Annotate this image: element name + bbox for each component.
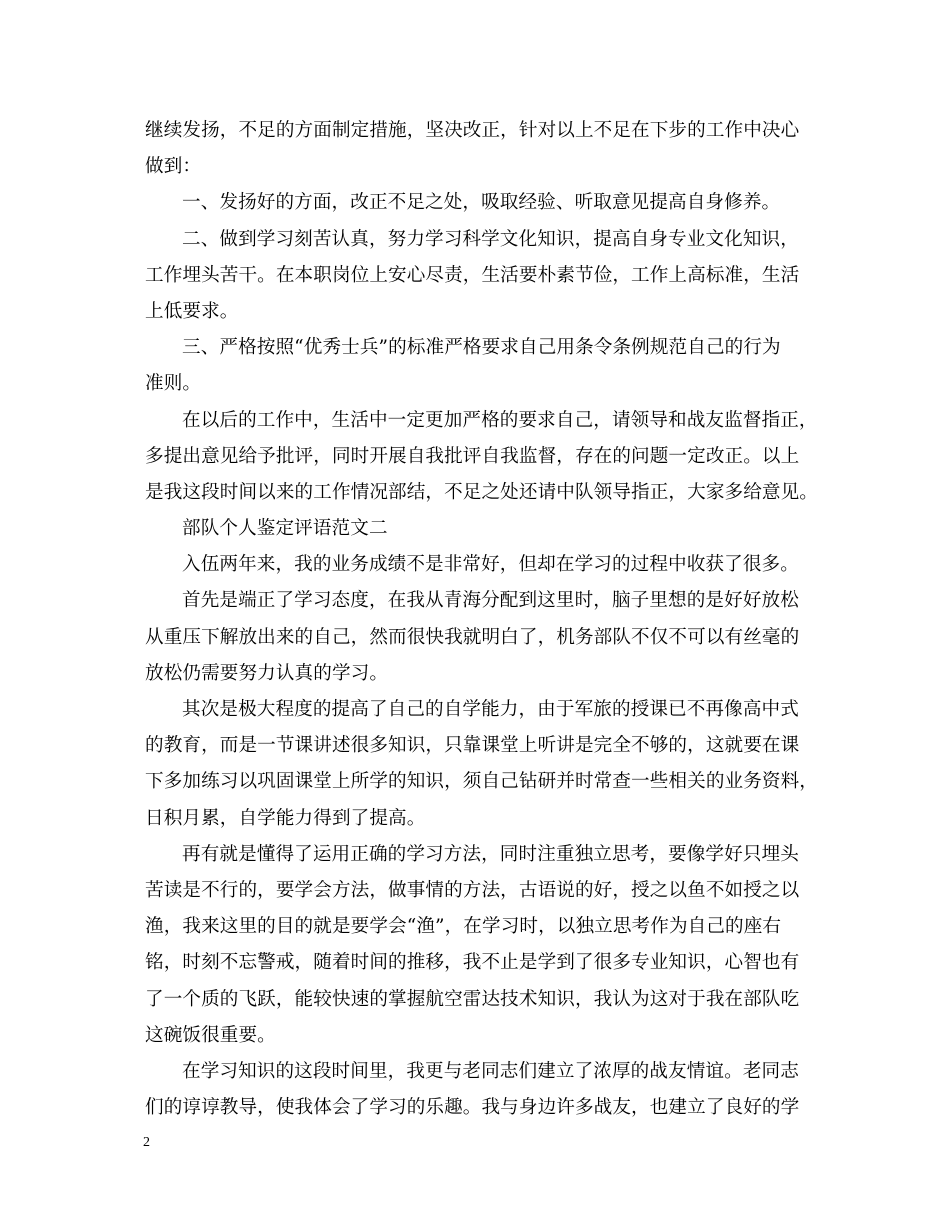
text-line: 首先是端正了学习态度，在我从青海分配到这里时，脑子里想的是好好放松: [182, 590, 799, 612]
page-number: 2: [143, 1135, 150, 1150]
text-line: 准则。: [145, 373, 202, 395]
text-line: 其次是极大程度的提高了自己的自学能力，由于军旅的授课已不再像高中式: [182, 699, 799, 720]
text-line: 多提出意见给予批评，同时开展自我批评自我监督，存在的问题一定改正。以上: [145, 445, 800, 467]
text-line: 工作埋头苦干。在本职岗位上安心尽责，生活要朴素节俭，工作上高标准，生活: [145, 264, 800, 286]
text-line: 铭，时刻不忘警戒，随着时间的推移，我不止是学到了很多专业知识，心智也有: [145, 952, 800, 974]
text-line: 做到：: [145, 156, 202, 178]
text-line: 在学习知识的这段时间里，我更与老同志们建立了浓厚的战友情谊。老同志: [182, 1060, 799, 1082]
text-line: 继续发扬，不足的方面制定措施，坚决改正，针对以上不足在下步的工作中决心: [145, 120, 800, 141]
text-line: 部队个人鉴定评语范文二: [182, 518, 388, 540]
text-line: 二、做到学习刻苦认真，努力学习科学文化知识，提高自身专业文化知识，: [182, 228, 799, 250]
text-line: 入伍两年来，我的业务成绩不是非常好，但却在学习的过程中收获了很多。: [182, 554, 799, 576]
text-line: 一、发扬好的方面，改正不足之处，吸取经验、听取意见提高自身修养。: [182, 192, 781, 214]
text-line: 了一个质的飞跃，能较快速的掌握航空雷达技术知识，我认为这对于我在部队吃: [145, 988, 800, 1010]
text-line: 三、严格按照“优秀士兵”的标准严格要求自己用条令条例规范自己的行为: [182, 337, 781, 359]
text-line: 在以后的工作中，生活中一定更加严格的要求自己，请领导和战友监督指正，: [182, 409, 818, 431]
text-line: 的教育，而是一节课讲述很多知识，只靠课堂上听讲是完全不够的，这就要在课: [145, 735, 800, 757]
text-line: 是我这段时间以来的工作情况部结，不足之处还请中队领导指正，大家多给意见。: [145, 481, 818, 503]
text-line: 放松仍需要努力认真的学习。: [145, 662, 389, 684]
text-line: 上低要求。: [145, 300, 239, 322]
text-line: 们的谆谆教导，使我体会了学习的乐趣。我与身边许多战友，也建立了良好的学: [145, 1097, 800, 1119]
text-line: 苦读是不行的，要学会方法，做事情的方法，古语说的好，授之以鱼不如授之以: [145, 879, 800, 901]
text-line: 再有就是懂得了运用正确的学习方法，同时注重独立思考，要像学好只埋头: [182, 843, 799, 865]
text-line: 日积月累，自学能力得到了提高。: [145, 807, 426, 829]
text-line: 下多加练习以巩固课堂上所学的知识，须自己钻研并时常查一些相关的业务资料，: [145, 771, 818, 793]
text-line: 这碗饭很重要。: [145, 1024, 276, 1046]
text-line: 渔，我来这里的目的就是要学会“渔”，在学习时，以独立思考作为自己的座右: [145, 916, 782, 938]
document-body: [145, 113, 825, 1126]
text-line: 从重压下解放出来的自己，然而很快我就明白了，机务部队不仅不可以有丝毫的: [145, 626, 800, 648]
